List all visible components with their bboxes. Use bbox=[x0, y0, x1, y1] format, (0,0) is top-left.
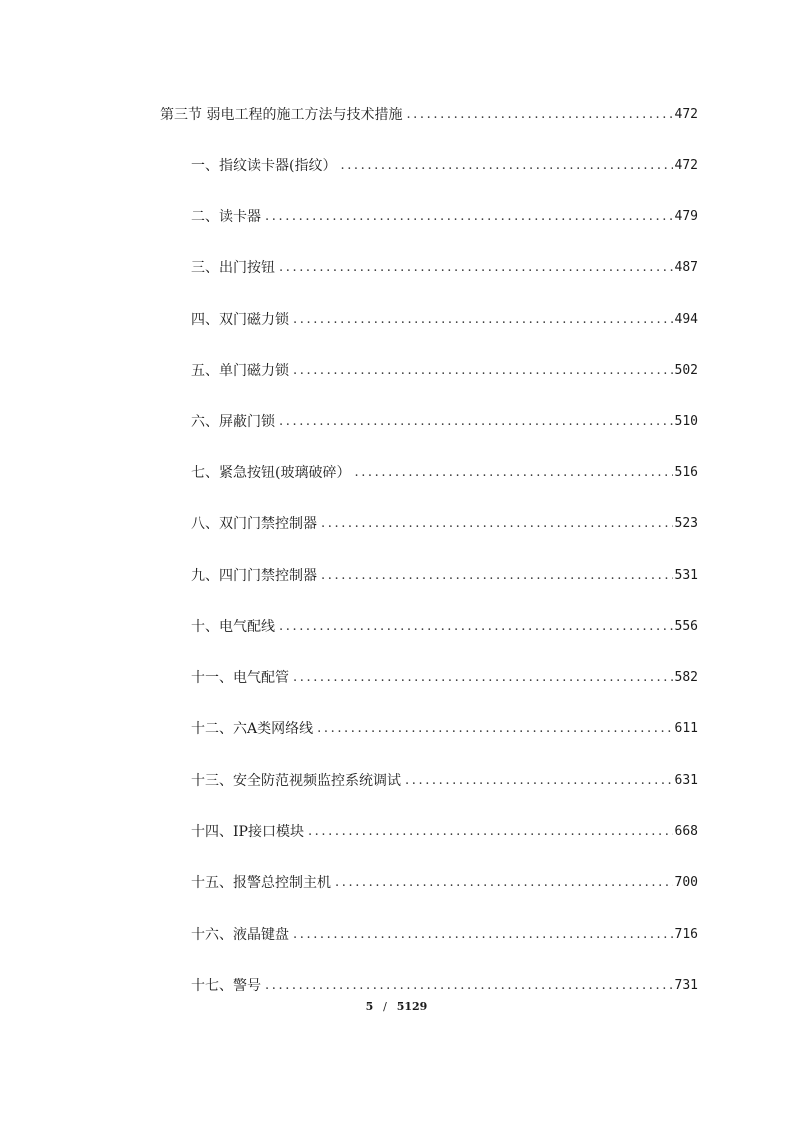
toc-entry-title: 四、双门磁力锁 bbox=[191, 312, 289, 328]
toc-entry-14[interactable] bbox=[191, 820, 698, 844]
toc-dot-leader bbox=[335, 871, 673, 895]
toc-entry-page-number: 516 bbox=[674, 465, 698, 480]
toc-entry-title: 三、出门按钮 bbox=[191, 260, 275, 276]
toc-entry-2[interactable] bbox=[191, 205, 698, 229]
toc-entry-page-number: 502 bbox=[674, 363, 698, 378]
toc-dot-leader bbox=[279, 410, 673, 434]
toc-entry-page-number: 479 bbox=[674, 209, 698, 224]
toc-entry-title: 十三、安全防范视频监控系统调试 bbox=[191, 773, 401, 789]
toc-dot-leader bbox=[293, 666, 673, 690]
toc-entry-section-3[interactable] bbox=[160, 103, 698, 127]
toc-entry-title: 七、紧急按钮(玻璃破碎） bbox=[191, 465, 351, 481]
toc-entry-page-number: 731 bbox=[674, 978, 698, 993]
toc-entry-title: 二、读卡器 bbox=[191, 209, 261, 225]
toc-dot-leader bbox=[265, 205, 673, 229]
toc-dot-leader bbox=[406, 103, 672, 127]
page-separator: / bbox=[383, 1000, 387, 1013]
toc-entry-title: 八、双门门禁控制器 bbox=[191, 516, 317, 532]
toc-entry-page-number: 611 bbox=[674, 721, 698, 736]
toc-entry-title: 九、四门门禁控制器 bbox=[191, 568, 317, 584]
toc-dot-leader bbox=[405, 769, 673, 793]
toc-dot-leader bbox=[308, 820, 673, 844]
toc-entry-page-number: 487 bbox=[674, 260, 698, 275]
toc-entry-11[interactable] bbox=[191, 666, 698, 690]
toc-entry-15[interactable] bbox=[191, 871, 698, 895]
toc-entry-13[interactable] bbox=[191, 769, 698, 793]
toc-entry-16[interactable] bbox=[191, 923, 698, 947]
toc-entry-12[interactable] bbox=[191, 717, 698, 741]
total-page-count: 5129 bbox=[396, 1000, 428, 1013]
toc-entry-page-number: 556 bbox=[674, 619, 698, 634]
toc-dot-leader bbox=[279, 615, 673, 639]
toc-entry-page-number: 472 bbox=[674, 158, 698, 173]
toc-entry-page-number: 510 bbox=[674, 414, 698, 429]
toc-entry-page-number: 472 bbox=[674, 107, 698, 122]
toc-entry-7[interactable] bbox=[191, 461, 698, 485]
toc-entry-title: 十七、警号 bbox=[191, 978, 261, 994]
toc-dot-leader bbox=[279, 256, 673, 280]
toc-entry-8[interactable] bbox=[191, 512, 698, 536]
toc-entry-1[interactable] bbox=[191, 154, 698, 178]
toc-dot-leader bbox=[321, 564, 673, 588]
toc-dot-leader bbox=[265, 974, 673, 998]
toc-entry-title: 六、屏蔽门锁 bbox=[191, 414, 275, 430]
toc-dot-leader bbox=[321, 512, 673, 536]
toc-entry-9[interactable] bbox=[191, 564, 698, 588]
toc-entry-title: 一、指纹读卡器(指纹） bbox=[191, 158, 337, 174]
toc-entry-title: 十二、六A类网络线 bbox=[191, 721, 314, 737]
page-footer bbox=[0, 1000, 793, 1013]
toc-entry-page-number: 531 bbox=[674, 568, 698, 583]
toc-dot-leader bbox=[340, 154, 672, 178]
toc-entry-page-number: 523 bbox=[674, 516, 698, 531]
toc-dot-leader bbox=[293, 308, 673, 332]
toc-entry-page-number: 631 bbox=[674, 773, 698, 788]
toc-dot-leader bbox=[293, 359, 673, 383]
current-page-number: 5 bbox=[365, 1000, 374, 1013]
toc-entry-4[interactable] bbox=[191, 308, 698, 332]
toc-entry-3[interactable] bbox=[191, 256, 698, 280]
toc-entry-6[interactable] bbox=[191, 410, 698, 434]
toc-entry-title: 十一、电气配管 bbox=[191, 670, 289, 686]
toc-entry-page-number: 668 bbox=[674, 824, 698, 839]
toc-entry-5[interactable] bbox=[191, 359, 698, 383]
toc-entry-title: 十六、液晶键盘 bbox=[191, 927, 289, 943]
toc-entry-title: 十四、IP接口模块 bbox=[191, 824, 304, 840]
toc-entry-10[interactable] bbox=[191, 615, 698, 639]
toc-entry-page-number: 582 bbox=[674, 670, 698, 685]
toc-entry-title: 十五、报警总控制主机 bbox=[191, 875, 331, 891]
toc-entry-title: 第三节 弱电工程的施工方法与技术措施 bbox=[160, 107, 403, 123]
toc-entry-page-number: 700 bbox=[674, 875, 698, 890]
toc-entry-page-number: 716 bbox=[674, 927, 698, 942]
toc-entry-17[interactable] bbox=[191, 974, 698, 998]
toc-dot-leader bbox=[293, 923, 673, 947]
toc-dot-leader bbox=[354, 461, 672, 485]
toc-entry-title: 十、电气配线 bbox=[191, 619, 275, 635]
toc-entry-page-number: 494 bbox=[674, 312, 698, 327]
toc-entry-title: 五、单门磁力锁 bbox=[191, 363, 289, 379]
toc-dot-leader bbox=[317, 717, 672, 741]
